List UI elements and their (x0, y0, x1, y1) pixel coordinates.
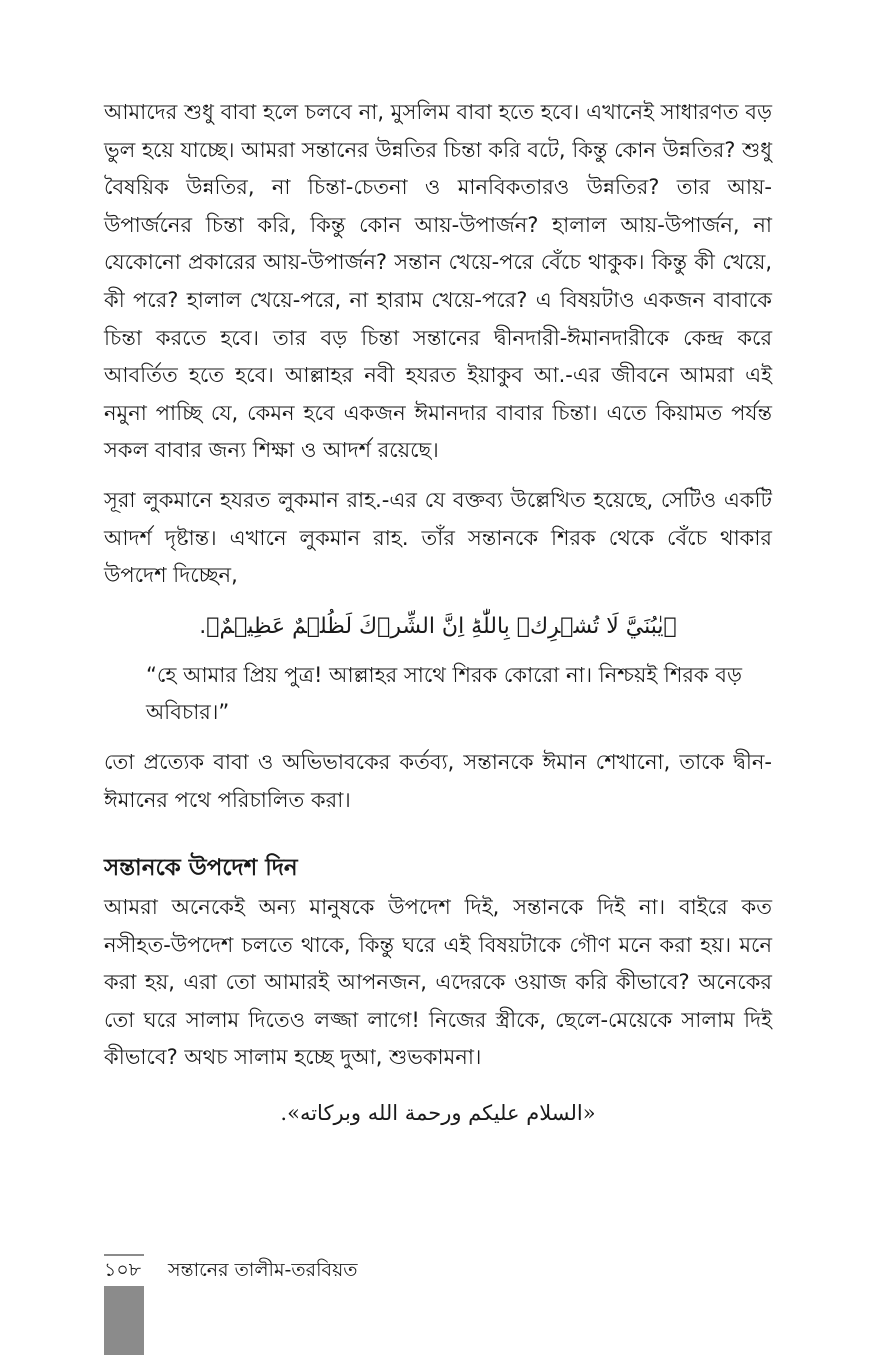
paragraph-advise-children: আমরা অনেকেই অন্য মানুষকে উপদেশ দিই, সন্তানকে দিই না। বাইরে কত নসীহত-উপদেশ চলতে থাকে, কিন্তু ঘরে এই বিষয়টাকে গৌণ মনে করা হয়। মনে করা হয়, এরা তো আমারই আপনজন, এদেরকে ওয়াজ করি কীভাবে? অনেকের তো ঘরে সালাম দিতেও লজ্জা লাগে! নিজের স্ত্রীকে, ছেলে-মেয়েকে সালাম দিই কীভাবে? অথচ সালাম হচ্ছে দুআ, শুভকামনা। (104, 895, 772, 1070)
verse-translation-quote: “হে আমার প্রিয় পুত্র! আল্লাহর সাথে শিরক কোরো না। নিশ্চয়ই শিরক বড় অবিচার।” (146, 662, 742, 725)
arabic-salam: «السلام عليكم ورحمة الله وبركاته». (280, 1101, 596, 1126)
footer-divider (104, 1254, 144, 1256)
paragraph-surah-luqman: সূরা লুকমানে হযরত লুকমান রাহ.-এর যে বক্তব্য উল্লেখিত হয়েছে, সেটিও একটি আদর্শ দৃষ্টান্ত। এখানে লুকমান রাহ. তাঁর সন্তানকে শিরক থেকে বেঁচে থাকার উপদেশ দিচ্ছেন, (104, 487, 772, 588)
arabic-verse: ﴿يٰبُنَيَّ لَا تُشۡرِكۡ بِاللّٰهِؕ اِنَّ الشِّرۡكَ لَظُلۡمٌ عَظِیۡمٌ﴾. (199, 613, 677, 639)
footer-bar (104, 1286, 144, 1355)
section-heading: সন্তানকে উপদেশ দিন (104, 855, 298, 882)
page-content (104, 94, 772, 1131)
paragraph-muslim-father: আমাদের শুধু বাবা হলে চলবে না, মুসলিম বাবা হতে হবে। এখানেই সাধারণত বড় ভুল হয়ে যাচ্ছে। আমরা সন্তানের উন্নতির চিন্তা করি বটে, কিন্তু কোন উন্নতির? শুধু বৈষয়িক উন্নতির, না চিন্তা-চেতনা ও মানবিকতারও উন্নতির? তার আয়-উপার্জনের চিন্তা করি, কিন্তু কোন আয়-উপার্জন? হালাল আয়-উপার্জন, না যেকোনো প্রকারের আয়-উপার্জন? সন্তান খেয়ে-পরে বেঁচে থাকুক। কিন্তু কী খেয়ে, কী পরে? হালাল খেয়ে-পরে, না হারাম খেয়ে-পরে? এ বিষয়টাও একজন বাবাকে চিন্তা করতে হবে। তার বড় চিন্তা সন্তানের দ্বীনদারী-ঈমানদারীকে কেন্দ্র করে আবর্তিত হতে হবে। আল্লাহর নবী হযরত ইয়াকুব আ.-এর জীবনে আমরা এই নমুনা পাচ্ছি যে, কেমন হবে একজন ঈমানদার বাবার চিন্তা। এতে কিয়ামত পর্যন্ত সকল বাবার জন্য শিক্ষা ও আদর্শ রয়েছে। (104, 100, 772, 463)
paragraph-parent-duty: তো প্রত্যেক বাবা ও অভিভাবকের কর্তব্য, সন্তানকে ঈমান শেখানো, তাকে দ্বীন-ঈমানের পথে পরিচালিত করা। (104, 749, 772, 812)
running-footer-title: সন্তানের তালীম-তরবিয়ত (168, 1259, 358, 1281)
page-number: ১০৮ (104, 1259, 142, 1281)
